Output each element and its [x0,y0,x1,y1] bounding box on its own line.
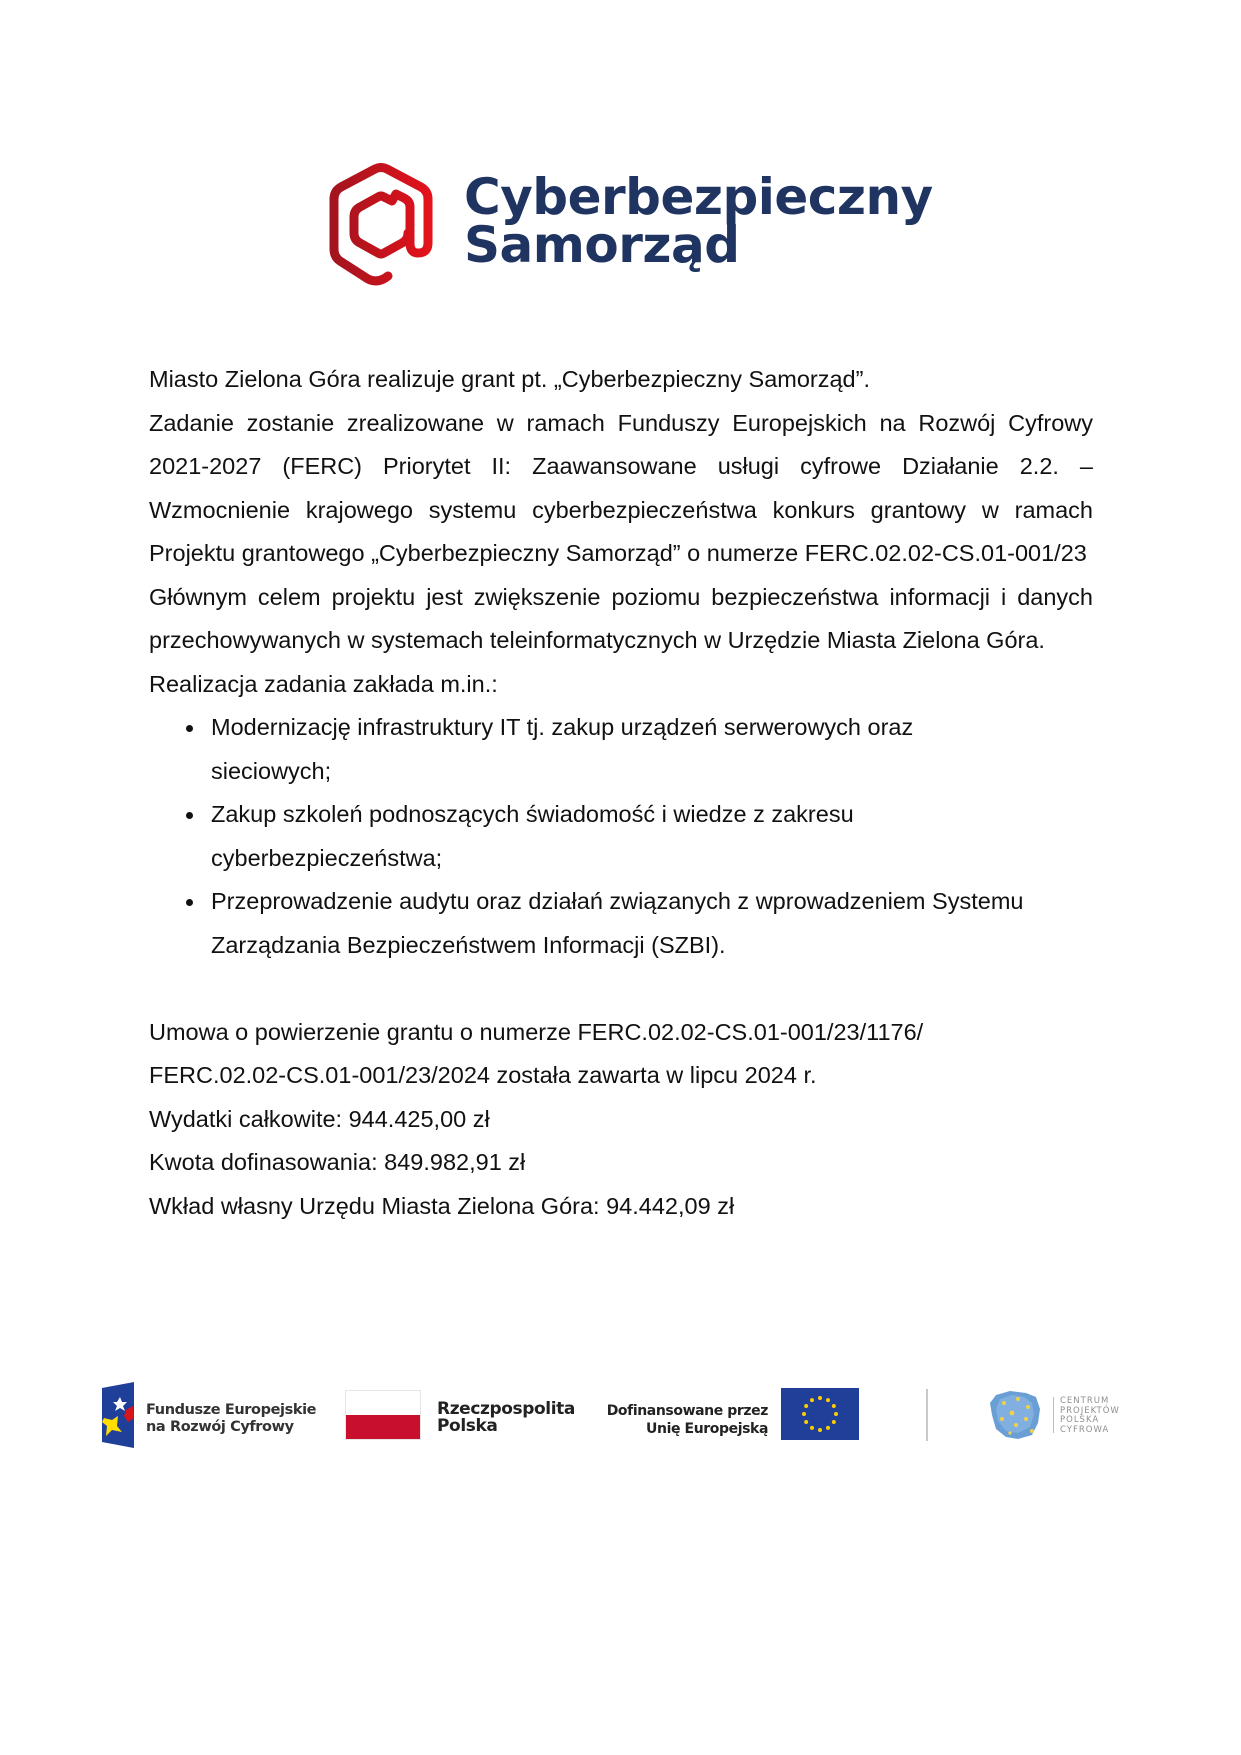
task-text: Zakup szkoleń podnoszących świadomość i wiedze z zakresu cyberbezpieczeństwa; [211,801,854,871]
eu-line-1: Dofinansowane przez [606,1403,768,1419]
eu-star-icon [826,1426,830,1430]
pl-line-1: Rzeczpospolita [437,1399,575,1419]
eu-line-2: Unię Europejską [646,1421,768,1437]
eu-star-icon [832,1420,836,1424]
rzeczpospolita-polska-text [437,1401,575,1435]
fundusze-europejskie-logo-icon [100,1382,136,1448]
eu-cofunded-text [607,1402,768,1438]
fe-line-2: na Rozwój Cyfrowy [146,1419,294,1435]
eu-star-icon [834,1412,838,1416]
own-contribution: Wkład własny Urzędu Miasta Zielona Góra: 94.442,09 zł [149,1192,735,1219]
cyberbezpieczny-samorzad-shield-at-icon [326,163,436,287]
intro-paragraph: Miasto Zielona Góra realizuje grant pt. „Cyberbezpieczny Samorząd”. [149,366,870,392]
cppc-line: POLSKA [1060,1415,1100,1425]
eu-star-icon [804,1420,808,1424]
cppc-poland-map-icon [988,1389,1042,1441]
tasks-heading: Realizacja zadania zakłada m.in.: [149,670,498,697]
cppc-line: PROJEKTÓW [1060,1405,1120,1416]
eu-star-icon [804,1404,808,1408]
polish-flag-icon [345,1390,421,1440]
eu-star-icon [802,1412,806,1416]
logo-wordmark [464,170,933,272]
list-item [149,880,1093,967]
eu-star-icon [832,1404,836,1408]
cppc-line: CYFROWA [1060,1424,1110,1435]
eu-star-icon [810,1398,814,1402]
eu-star-icon [810,1426,814,1430]
funding-logos-bar [0,1375,1241,1465]
task-text: Przeprowadzenie audytu oraz działań związanych z wprowadzeniem Systemu Zarządzania Bezpieczeństwem Informacji (SZBI). [211,888,1024,958]
document-body [149,358,1093,1228]
agreement-line-2: FERC.02.02-CS.01-001/23/2024 została zawarta w lipcu 2024 r. [149,1062,817,1088]
logo-line-1: Cyberbezpieczny [464,168,933,226]
task-text: Modernizację infrastruktury IT tj. zakup urządzeń serwerowych oraz sieciowych; [211,714,914,784]
list-item [149,706,1093,793]
task-description-paragraph: Zadanie zostanie zrealizowane w ramach Funduszy Europejskich na Rozwój Cyfrowy 2021-2027 (FERC) Priorytet II: Zaawansowane usługi cyfrowe Działanie 2.2. – Wzmocnienie krajowego systemu cyberbezpieczeństwa konkurs grantowy w ramach Projektu grantowego „Cyberbezpieczny Samorząd” o numerze FERC.02.02-CS.01-001/23 [149,409,1093,566]
logo-separator [926,1389,928,1441]
logo-line-2: Samorząd [464,216,740,274]
funding-amount: Kwota dofinasowania: 849.982,91 zł [149,1149,526,1175]
tasks-list [149,706,1093,967]
eu-flag-icon [781,1388,859,1440]
bullet-icon [186,899,193,906]
cppc-text [1060,1397,1120,1435]
spacer [149,967,1093,1011]
eu-star-icon [818,1396,822,1400]
list-item [149,793,1093,880]
total-costs: Wydatki całkowite: 944.425,00 zł [149,1105,490,1132]
pl-line-2: Polska [437,1416,498,1436]
cppc-line: CENTRUM [1060,1396,1110,1406]
cppc-divider [1053,1397,1054,1433]
goal-paragraph: Głównym celem projektu jest zwiększenie poziomu bezpieczeństwa informacji i danych przechowywanych w systemach teleinformatycznych w Urzędzie Miasta Zielona Góra. [149,583,1093,653]
fe-line-1: Fundusze Europejskie [146,1402,317,1418]
bullet-icon [186,725,193,732]
fundusze-europejskie-text [146,1402,316,1436]
eu-star-icon [826,1398,830,1402]
bullet-icon [186,812,193,819]
agreement-line-1: Umowa o powierzenie grantu o numerze FERC.02.02-CS.01-001/23/1176/ [149,1018,924,1045]
eu-star-icon [818,1428,822,1432]
